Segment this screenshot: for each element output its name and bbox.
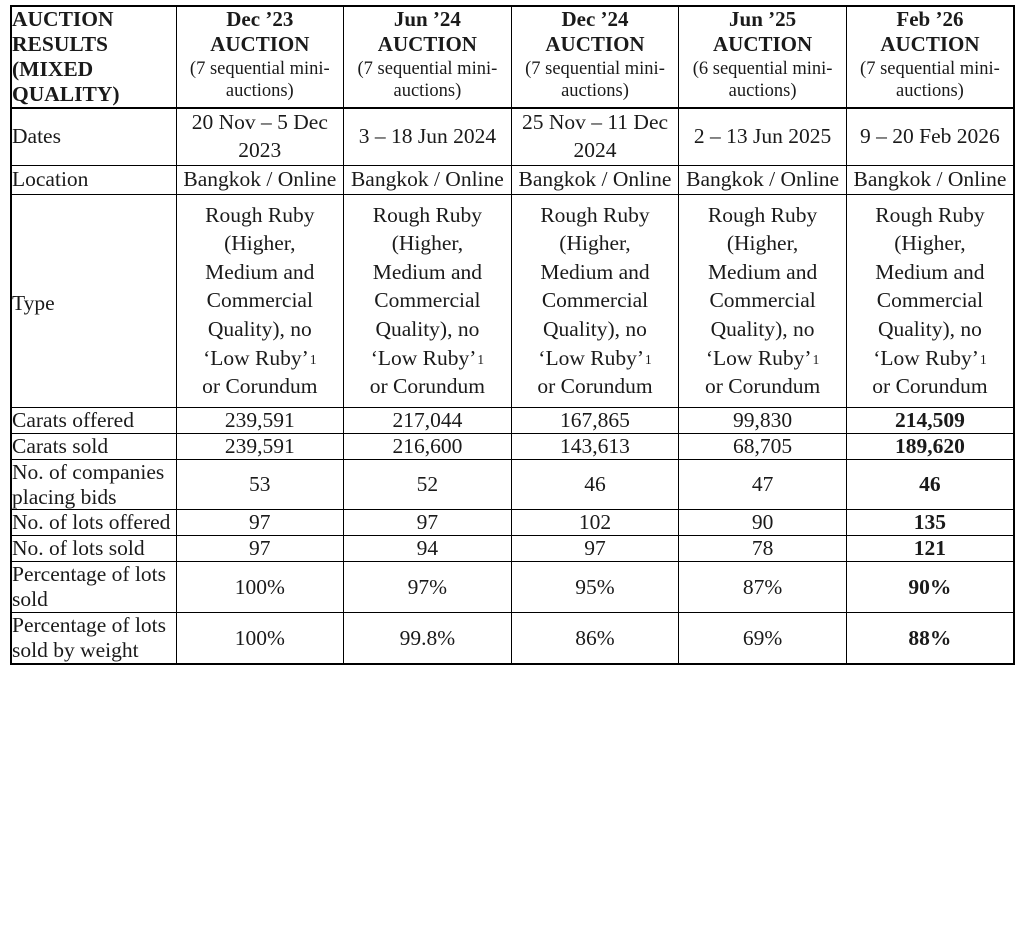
table-row-type: [11, 194, 1014, 407]
table-row-dates: [11, 108, 1014, 165]
cell-carats-offered-jun-25: 99,830: [679, 407, 847, 433]
cell-pct-lots-sold-dec-23: 100%: [176, 562, 344, 613]
column-header-dec-24: [511, 6, 679, 108]
row-label: Percentage of lots sold by weight: [11, 613, 176, 664]
cell-carats-offered-dec-24: 167,865: [511, 407, 679, 433]
column-header-jun-24: [344, 6, 512, 108]
cell-lots-sold-jun-25: 78: [679, 536, 847, 562]
cell-companies-jun-25: 47: [679, 459, 847, 510]
cell-dates-jun-24: 3 – 18 Jun 2024: [344, 108, 512, 165]
cell-carats-offered-jun-24: 217,044: [344, 407, 512, 433]
footnote-marker: 1: [477, 352, 485, 368]
cell-location-jun-24: Bangkok / Online: [344, 165, 512, 194]
footnote-marker: 1: [309, 352, 317, 368]
cell-carats-sold-jun-24: 216,600: [344, 433, 512, 459]
column-header-auction-word: AUCTION: [377, 31, 477, 56]
column-header-feb-26: [846, 6, 1014, 108]
column-header-auction-word: AUCTION: [210, 31, 310, 56]
cell-dates-dec-24: 25 Nov – 11 Dec 2024: [511, 108, 679, 165]
cell-pct-lots-sold-dec-24: 95%: [511, 562, 679, 613]
row-label: Percentage of lots sold: [11, 562, 176, 613]
cell-type-dec-23: Rough Ruby (Higher, Medium and Commercial Quality), no ‘Low Ruby’$^1$ or Corundum: [176, 194, 344, 407]
cell-pct-weight-dec-24: 86%: [511, 613, 679, 664]
cell-lots-offered-dec-23: 97: [176, 510, 344, 536]
cell-lots-sold-feb-26: 121: [846, 536, 1014, 562]
column-header-subtitle: (7 sequential mini-auctions): [189, 58, 330, 102]
cell-lots-offered-jun-24: 97: [344, 510, 512, 536]
cell-lots-sold-dec-24: 97: [511, 536, 679, 562]
row-label: No. of companies placing bids: [11, 459, 176, 510]
cell-companies-dec-24: 46: [511, 459, 679, 510]
cell-pct-weight-jun-25: 69%: [679, 613, 847, 664]
table-row-companies-placing-bids: [11, 459, 1014, 510]
column-header-subtitle: (6 sequential mini-auctions): [692, 58, 833, 102]
table-corner-label: AUCTION RESULTS (MIXED QUALITY): [11, 6, 176, 108]
cell-lots-sold-dec-23: 97: [176, 536, 344, 562]
table-row-lots-sold: [11, 536, 1014, 562]
cell-carats-offered-dec-23: 239,591: [176, 407, 344, 433]
column-header-jun-25: [679, 6, 847, 108]
cell-companies-feb-26: 46: [846, 459, 1014, 510]
cell-carats-sold-jun-25: 68,705: [679, 433, 847, 459]
table-row-lots-offered: [11, 510, 1014, 536]
table-row-carats-offered: [11, 407, 1014, 433]
cell-pct-weight-feb-26: 88%: [846, 613, 1014, 664]
table-row-location: [11, 165, 1014, 194]
column-header-month: Jun ’24: [393, 7, 461, 31]
auction-results-table: [10, 5, 1015, 665]
row-label: No. of lots sold: [11, 536, 176, 562]
cell-carats-offered-feb-26: 214,509: [846, 407, 1014, 433]
cell-pct-lots-sold-jun-25: 87%: [679, 562, 847, 613]
cell-type-dec-24: Rough Ruby (Higher, Medium and Commercial Quality), no ‘Low Ruby’$^1$ or Corundum: [511, 194, 679, 407]
cell-pct-weight-dec-23: 100%: [176, 613, 344, 664]
cell-pct-weight-jun-24: 99.8%: [344, 613, 512, 664]
column-header-auction-word: AUCTION: [712, 31, 813, 56]
column-header-subtitle: (7 sequential mini-auctions): [525, 58, 665, 102]
column-header-month: Jun ’25: [729, 7, 797, 31]
cell-lots-offered-jun-25: 90: [679, 510, 847, 536]
footnote-marker: 1: [979, 352, 987, 368]
cell-location-dec-23: Bangkok / Online: [176, 165, 344, 194]
cell-companies-jun-24: 52: [344, 459, 512, 510]
cell-carats-sold-dec-24: 143,613: [511, 433, 679, 459]
cell-lots-sold-jun-24: 94: [344, 536, 512, 562]
cell-companies-dec-23: 53: [176, 459, 344, 510]
cell-location-feb-26: Bangkok / Online: [846, 165, 1014, 194]
cell-lots-offered-feb-26: 135: [846, 510, 1014, 536]
column-header-month: Feb ’26: [896, 7, 964, 31]
row-label: No. of lots offered: [11, 510, 176, 536]
column-header-dec-23: [176, 6, 344, 108]
cell-lots-offered-dec-24: 102: [511, 510, 679, 536]
row-label: Location: [11, 165, 176, 194]
cell-location-jun-25: Bangkok / Online: [679, 165, 847, 194]
cell-location-dec-24: Bangkok / Online: [511, 165, 679, 194]
footnote-marker: 1: [645, 352, 652, 368]
cell-pct-lots-sold-jun-24: 97%: [344, 562, 512, 613]
table-row-percentage-lots-sold: [11, 562, 1014, 613]
cell-type-jun-25: Rough Ruby (Higher, Medium and Commercial Quality), no ‘Low Ruby’$^1$ or Corundum: [679, 194, 847, 407]
cell-pct-lots-sold-feb-26: 90%: [846, 562, 1014, 613]
table-row-carats-sold: [11, 433, 1014, 459]
column-header-month: Dec ’23: [226, 7, 294, 31]
cell-dates-feb-26: 9 – 20 Feb 2026: [846, 108, 1014, 165]
column-header-auction-word: AUCTION: [545, 31, 645, 56]
row-label: Carats offered: [11, 407, 176, 433]
footnote-marker: 1: [812, 352, 820, 368]
column-header-month: Dec ’24: [561, 7, 629, 31]
cell-type-feb-26: Rough Ruby (Higher, Medium and Commercial Quality), no ‘Low Ruby’$^1$ or Corundum: [846, 194, 1014, 407]
column-header-subtitle: (7 sequential mini-auctions): [357, 58, 498, 102]
table-header-row: [11, 6, 1014, 108]
cell-carats-sold-dec-23: 239,591: [176, 433, 344, 459]
table-row-percentage-lots-sold-by-weight: [11, 613, 1014, 664]
cell-carats-sold-feb-26: 189,620: [846, 433, 1014, 459]
auction-results-table-container: [10, 5, 1013, 665]
row-label: Type: [11, 194, 176, 407]
row-label: Carats sold: [11, 433, 176, 459]
cell-dates-jun-25: 2 – 13 Jun 2025: [679, 108, 847, 165]
row-label: Dates: [11, 108, 176, 165]
cell-dates-dec-23: 20 Nov – 5 Dec 2023: [176, 108, 344, 165]
column-header-subtitle: (7 sequential mini-auctions): [860, 58, 1000, 102]
cell-type-jun-24: Rough Ruby (Higher, Medium and Commercial Quality), no ‘Low Ruby’$^1$ or Corundum: [344, 194, 512, 407]
column-header-auction-word: AUCTION: [880, 31, 980, 56]
